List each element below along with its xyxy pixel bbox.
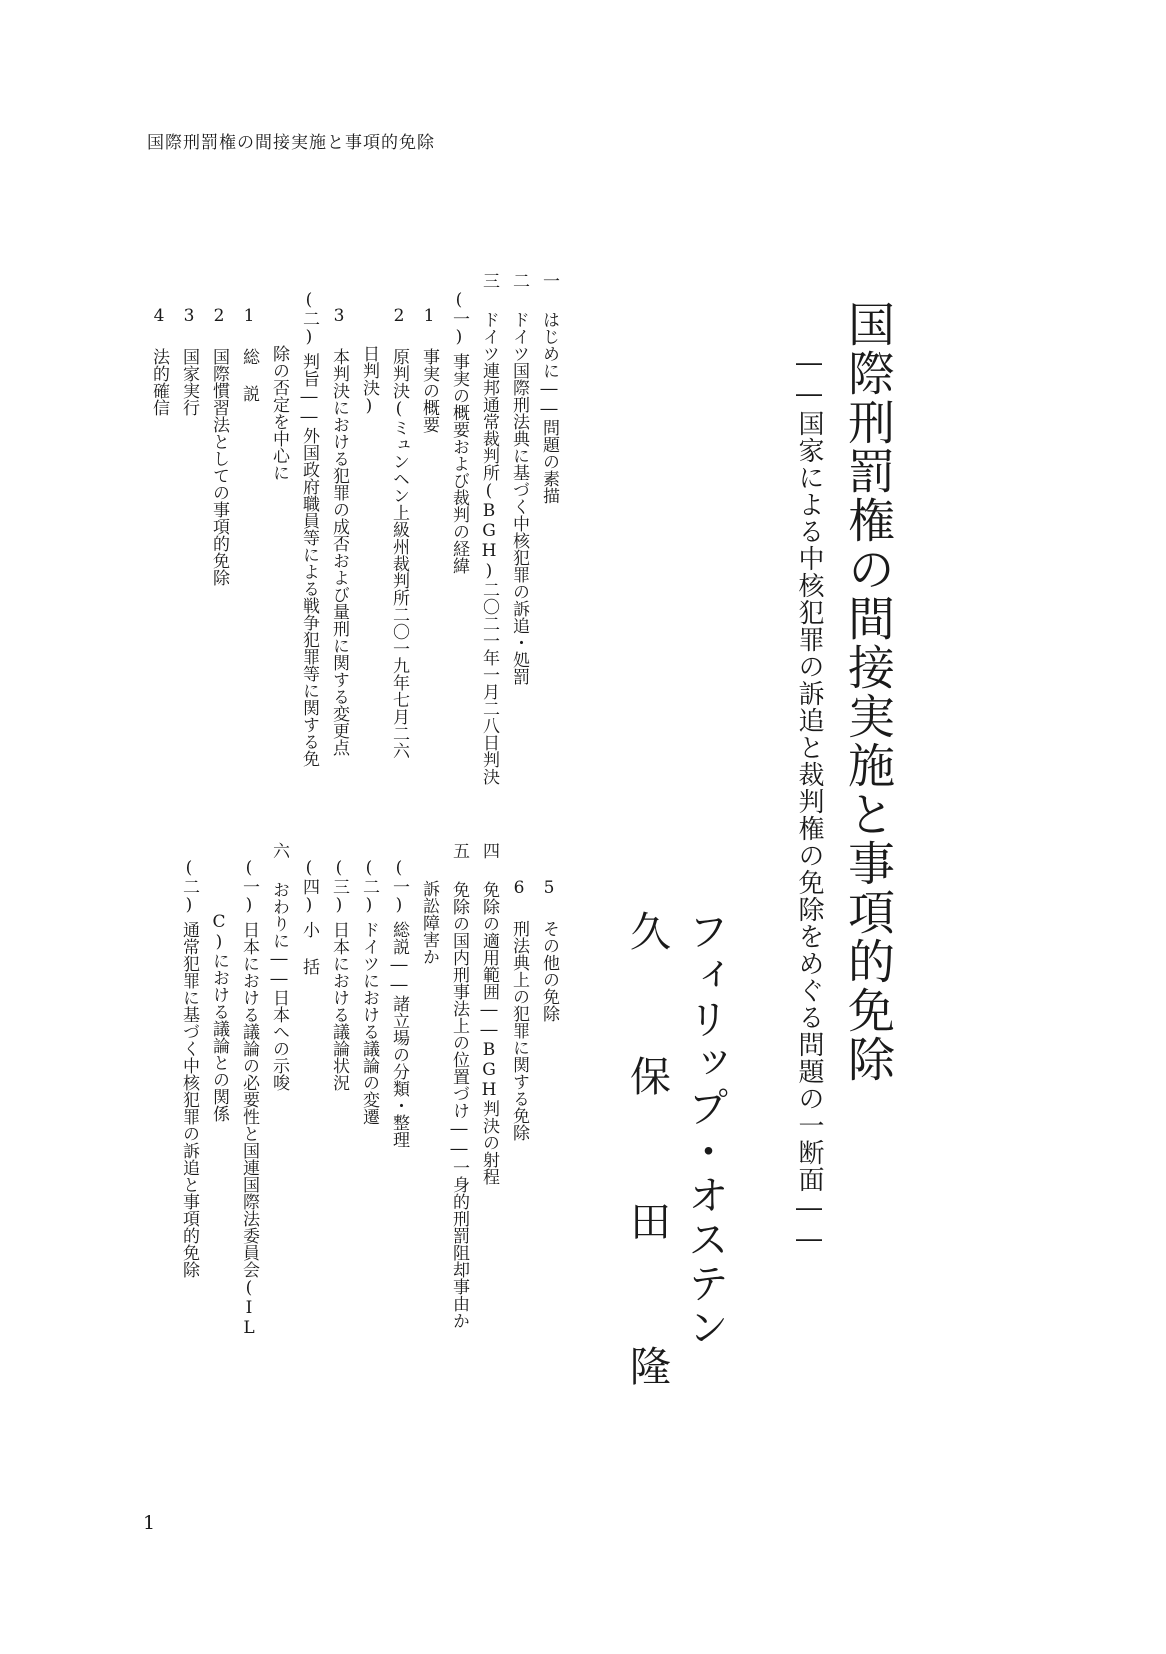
toc-marker: 4: [149, 306, 169, 326]
toc-text: ドイツ連邦通常裁判所(BGH)二〇二一年一月二八日判決: [479, 311, 499, 785]
toc-marker: (二): [179, 858, 199, 915]
toc-marker: 三: [479, 272, 499, 289]
toc-entry: [300, 858, 317, 975]
toc-marker: 一: [539, 272, 559, 289]
running-head: 国際刑罰権の間接実施と事項的免除: [147, 133, 435, 153]
toc-text: 本判決における犯罪の成否および量刑に関する変更点: [329, 348, 349, 756]
toc-text: 除の否定を中心に: [269, 345, 289, 481]
toc-entry: [330, 858, 347, 1091]
author-name: フィリップ・オステン: [681, 910, 729, 1350]
toc-entry: [450, 842, 467, 1329]
toc-marker: (二): [299, 290, 319, 347]
article-subtitle: ――国家による中核犯罪の訴追と裁判権の免除をめぐる問題の一断面――: [794, 348, 824, 1255]
toc-marker: (一): [389, 858, 409, 915]
toc-entry: [390, 858, 407, 1148]
toc-marker: 2: [389, 306, 409, 326]
toc-marker: (四): [299, 858, 319, 915]
toc-text: C)における議論との関係: [209, 912, 229, 1122]
toc-entry: [540, 272, 557, 504]
toc-entry: [420, 306, 437, 433]
toc-entry: [480, 272, 497, 785]
toc-entry: [270, 842, 287, 1091]
toc-marker: 四: [479, 842, 499, 859]
toc-entry: [450, 290, 467, 574]
toc-text: 日本における議論状況: [329, 921, 349, 1091]
toc-marker: (二): [359, 858, 379, 915]
toc-marker: 5: [539, 878, 559, 898]
toc-text: 判旨――外国政府職員等による戦争犯罪等に関する免: [299, 353, 319, 767]
toc-entry: [480, 842, 497, 1185]
toc-marker: 五: [449, 842, 469, 859]
toc-entry: [390, 306, 407, 759]
toc-marker: 1: [239, 306, 259, 326]
author-name: 久 保 田 隆: [623, 910, 671, 1414]
toc-text: 総説――諸立場の分類・整理: [389, 921, 409, 1148]
toc-entry: [540, 878, 557, 1022]
toc-entry: [330, 306, 347, 756]
toc-entry: [240, 858, 257, 1338]
toc-entry: [180, 858, 197, 1278]
toc-text: 総 説: [239, 348, 259, 402]
toc-text: 日判決): [359, 345, 379, 416]
toc-text: 国家実行: [179, 348, 199, 416]
toc-text: 事実の概要: [419, 348, 439, 433]
toc-text: はじめに――問題の素描: [539, 311, 559, 504]
toc-entry: [150, 306, 167, 416]
toc-text: 通常犯罪に基づく中核犯罪の訴追と事項的免除: [179, 921, 199, 1278]
toc-text: その他の免除: [539, 920, 559, 1022]
toc-entry: [510, 272, 527, 685]
toc-text: 訴訟障害か: [419, 880, 439, 965]
article-title: 国際刑罰権の間接実施と事項的免除: [840, 300, 895, 1084]
toc-entry: [210, 306, 227, 586]
toc-marker: (一): [239, 858, 259, 915]
toc-entry: [510, 878, 527, 1141]
toc-marker: 3: [179, 306, 199, 326]
toc-text: ドイツ国際刑法典に基づく中核犯罪の訴追・処罰: [509, 311, 529, 685]
toc-text: 法的確信: [149, 348, 169, 416]
toc-text: 国際慣習法としての事項的免除: [209, 348, 229, 586]
toc-marker: 2: [209, 306, 229, 326]
toc-entry: [360, 345, 377, 416]
toc-entry: [360, 858, 377, 1125]
toc-text: ドイツにおける議論の変遷: [359, 921, 379, 1125]
toc-text: 免除の適用範囲――BGH判決の射程: [479, 881, 499, 1185]
toc-text: 免除の国内刑事法上の位置づけ――一身的刑罰阻却事由か: [449, 881, 469, 1329]
toc-marker: 6: [509, 878, 529, 898]
page-number: 1: [143, 1512, 156, 1534]
toc-entry: [300, 290, 317, 767]
toc-text: 小 括: [299, 921, 319, 975]
toc-marker: 1: [419, 306, 439, 326]
toc-entry: [420, 880, 437, 965]
toc-entry: [240, 306, 257, 402]
toc-entry: [210, 912, 227, 1122]
toc-marker: 二: [509, 272, 529, 289]
toc-entry: [180, 306, 197, 416]
toc-text: 刑法典上の犯罪に関する免除: [509, 920, 529, 1141]
toc-marker: (三): [329, 858, 349, 915]
toc-text: 日本における議論の必要性と国連国際法委員会(IL: [239, 921, 259, 1338]
toc-text: 事実の概要および裁判の経緯: [449, 353, 469, 574]
toc-marker: 六: [269, 842, 289, 859]
toc-text: 原判決(ミュンヘン上級州裁判所二〇一九年七月二六: [389, 348, 409, 759]
toc-text: おわりに――日本への示唆: [269, 881, 289, 1091]
toc-marker: 3: [329, 306, 349, 326]
toc-entry: [270, 345, 287, 481]
toc-marker: (一): [449, 290, 469, 347]
